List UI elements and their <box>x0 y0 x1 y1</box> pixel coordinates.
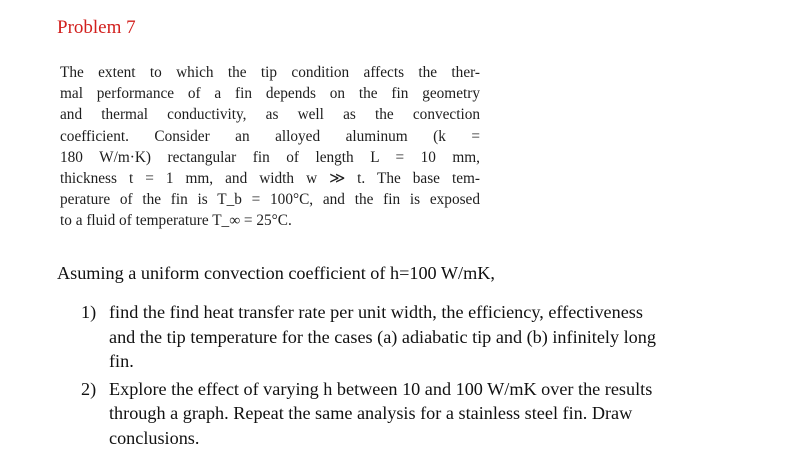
problem-title: Problem 7 <box>57 17 136 38</box>
excerpt-line: 180 W/m·K) rectangular fin of length L = 10 mm, <box>60 148 480 166</box>
excerpt-line: and thermal conductivity, as well as the convection <box>60 106 480 124</box>
task-line: Explore the effect of varying h between 10 and 100 W/mK over the results <box>109 378 653 399</box>
excerpt-line: mal performance of a fin depends on the fin geometry <box>60 85 480 103</box>
task-line: conclusions. <box>109 427 200 448</box>
textbook-excerpt <box>60 62 480 232</box>
task-line: fin. <box>109 351 134 372</box>
task-item <box>81 377 741 451</box>
task-line: find the find heat transfer rate per unit width, the efficiency, effectiveness <box>109 302 643 322</box>
task-number: 1) <box>81 302 97 322</box>
excerpt-line: coefficient. Consider an alloyed aluminum (k = <box>60 127 480 145</box>
excerpt-line: The extent to which the tip condition affects the ther- <box>60 64 480 81</box>
task-item <box>81 300 741 374</box>
task-line: through a graph. Repeat the same analysis for a stainless steel fin. Draw <box>109 403 633 424</box>
task-number: 2) <box>81 378 97 399</box>
excerpt-line: to a fluid of temperature T_∞ = 25°C. <box>60 212 292 230</box>
excerpt-line: thickness t = 1 mm, and width w ≫ t. The base tem- <box>60 170 480 188</box>
task-line: and the tip temperature for the cases (a) adiabatic tip and (b) infinitely long <box>109 326 656 347</box>
excerpt-line: perature of the fin is T_b = 100°C, and the fin is exposed <box>60 191 480 209</box>
assumption-statement: Asuming a uniform convection coefficient of h=100 W/mK, <box>57 263 495 283</box>
task-list <box>81 300 741 454</box>
